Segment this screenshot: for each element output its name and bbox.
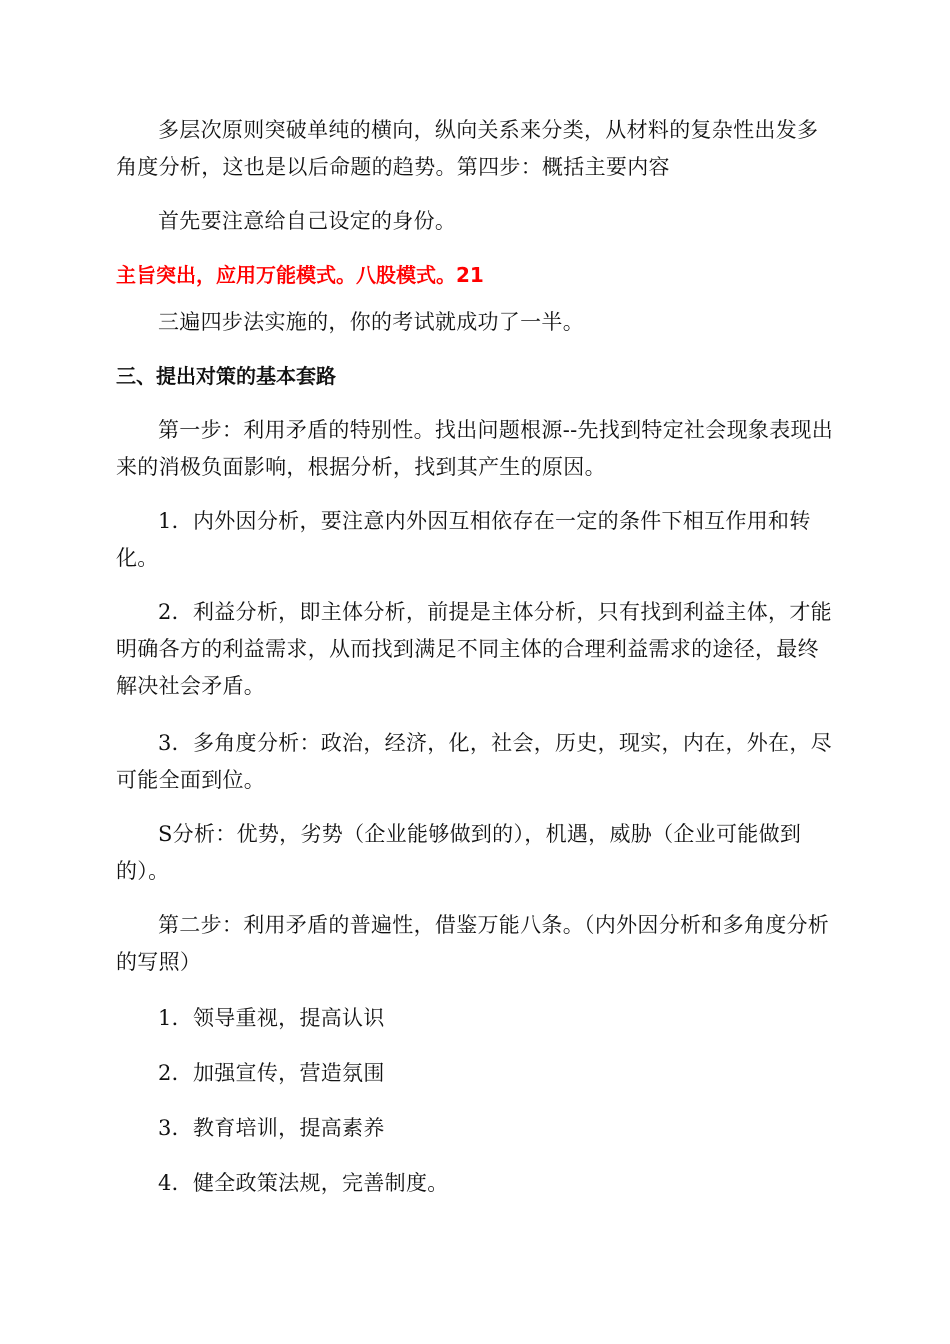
section-heading-countermeasures: 三、提出对策的基本套路 xyxy=(116,364,336,388)
paragraph-three-pass: 三遍四步法实施的，你的考试就成功了一半。 xyxy=(158,310,584,334)
list-item-publicity: 2．加强宣传，营造氛围 xyxy=(158,1061,385,1085)
list-item-leadership: 1．领导重视，提高认识 xyxy=(158,1006,385,1030)
list-item-training: 3．教育培训，提高素养 xyxy=(158,1116,385,1140)
paragraph-step-two: 第二步：利用矛盾的普遍性，借鉴万能八条。（内外因分析和多角度分析的写照） xyxy=(116,913,830,974)
red-highlight-heading: 主旨突出，应用万能模式。八股模式。21 xyxy=(116,263,484,287)
paragraph-step-one: 第一步：利用矛盾的特别性。找出问题根源--先找到特定社会现象表现出来的消极负面影响，根据分析，找到其产生的原因。 xyxy=(116,418,834,479)
list-item-policy: 4．健全政策法规，完善制度。 xyxy=(158,1171,449,1195)
list-item-interest-analysis: 2．利益分析，即主体分析，前提是主体分析，只有找到利益主体，才能明确各方的利益需求，从而找到满足不同主体的合理利益需求的途径，最终解决社会矛盾。 xyxy=(116,600,832,698)
list-item-multi-angle: 3．多角度分析：政治，经济，化，社会，历史，现实，内在，外在，尽可能全面到位。 xyxy=(116,731,832,792)
paragraph-identity: 首先要注意给自己设定的身份。 xyxy=(158,209,457,233)
paragraph-multilevel-principle: 多层次原则突破单纯的横向，纵向关系来分类，从材料的复杂性出发多角度分析，这也是以后命题的趋势。第四步：概括主要内容 xyxy=(116,118,819,179)
list-item-internal-external: 1．内外因分析，要注意内外因互相依存在一定的条件下相互作用和转化。 xyxy=(116,509,811,570)
paragraph-swot: S分析：优势，劣势（企业能够做到的），机遇，威胁（企业可能做到的）。 xyxy=(116,822,802,883)
